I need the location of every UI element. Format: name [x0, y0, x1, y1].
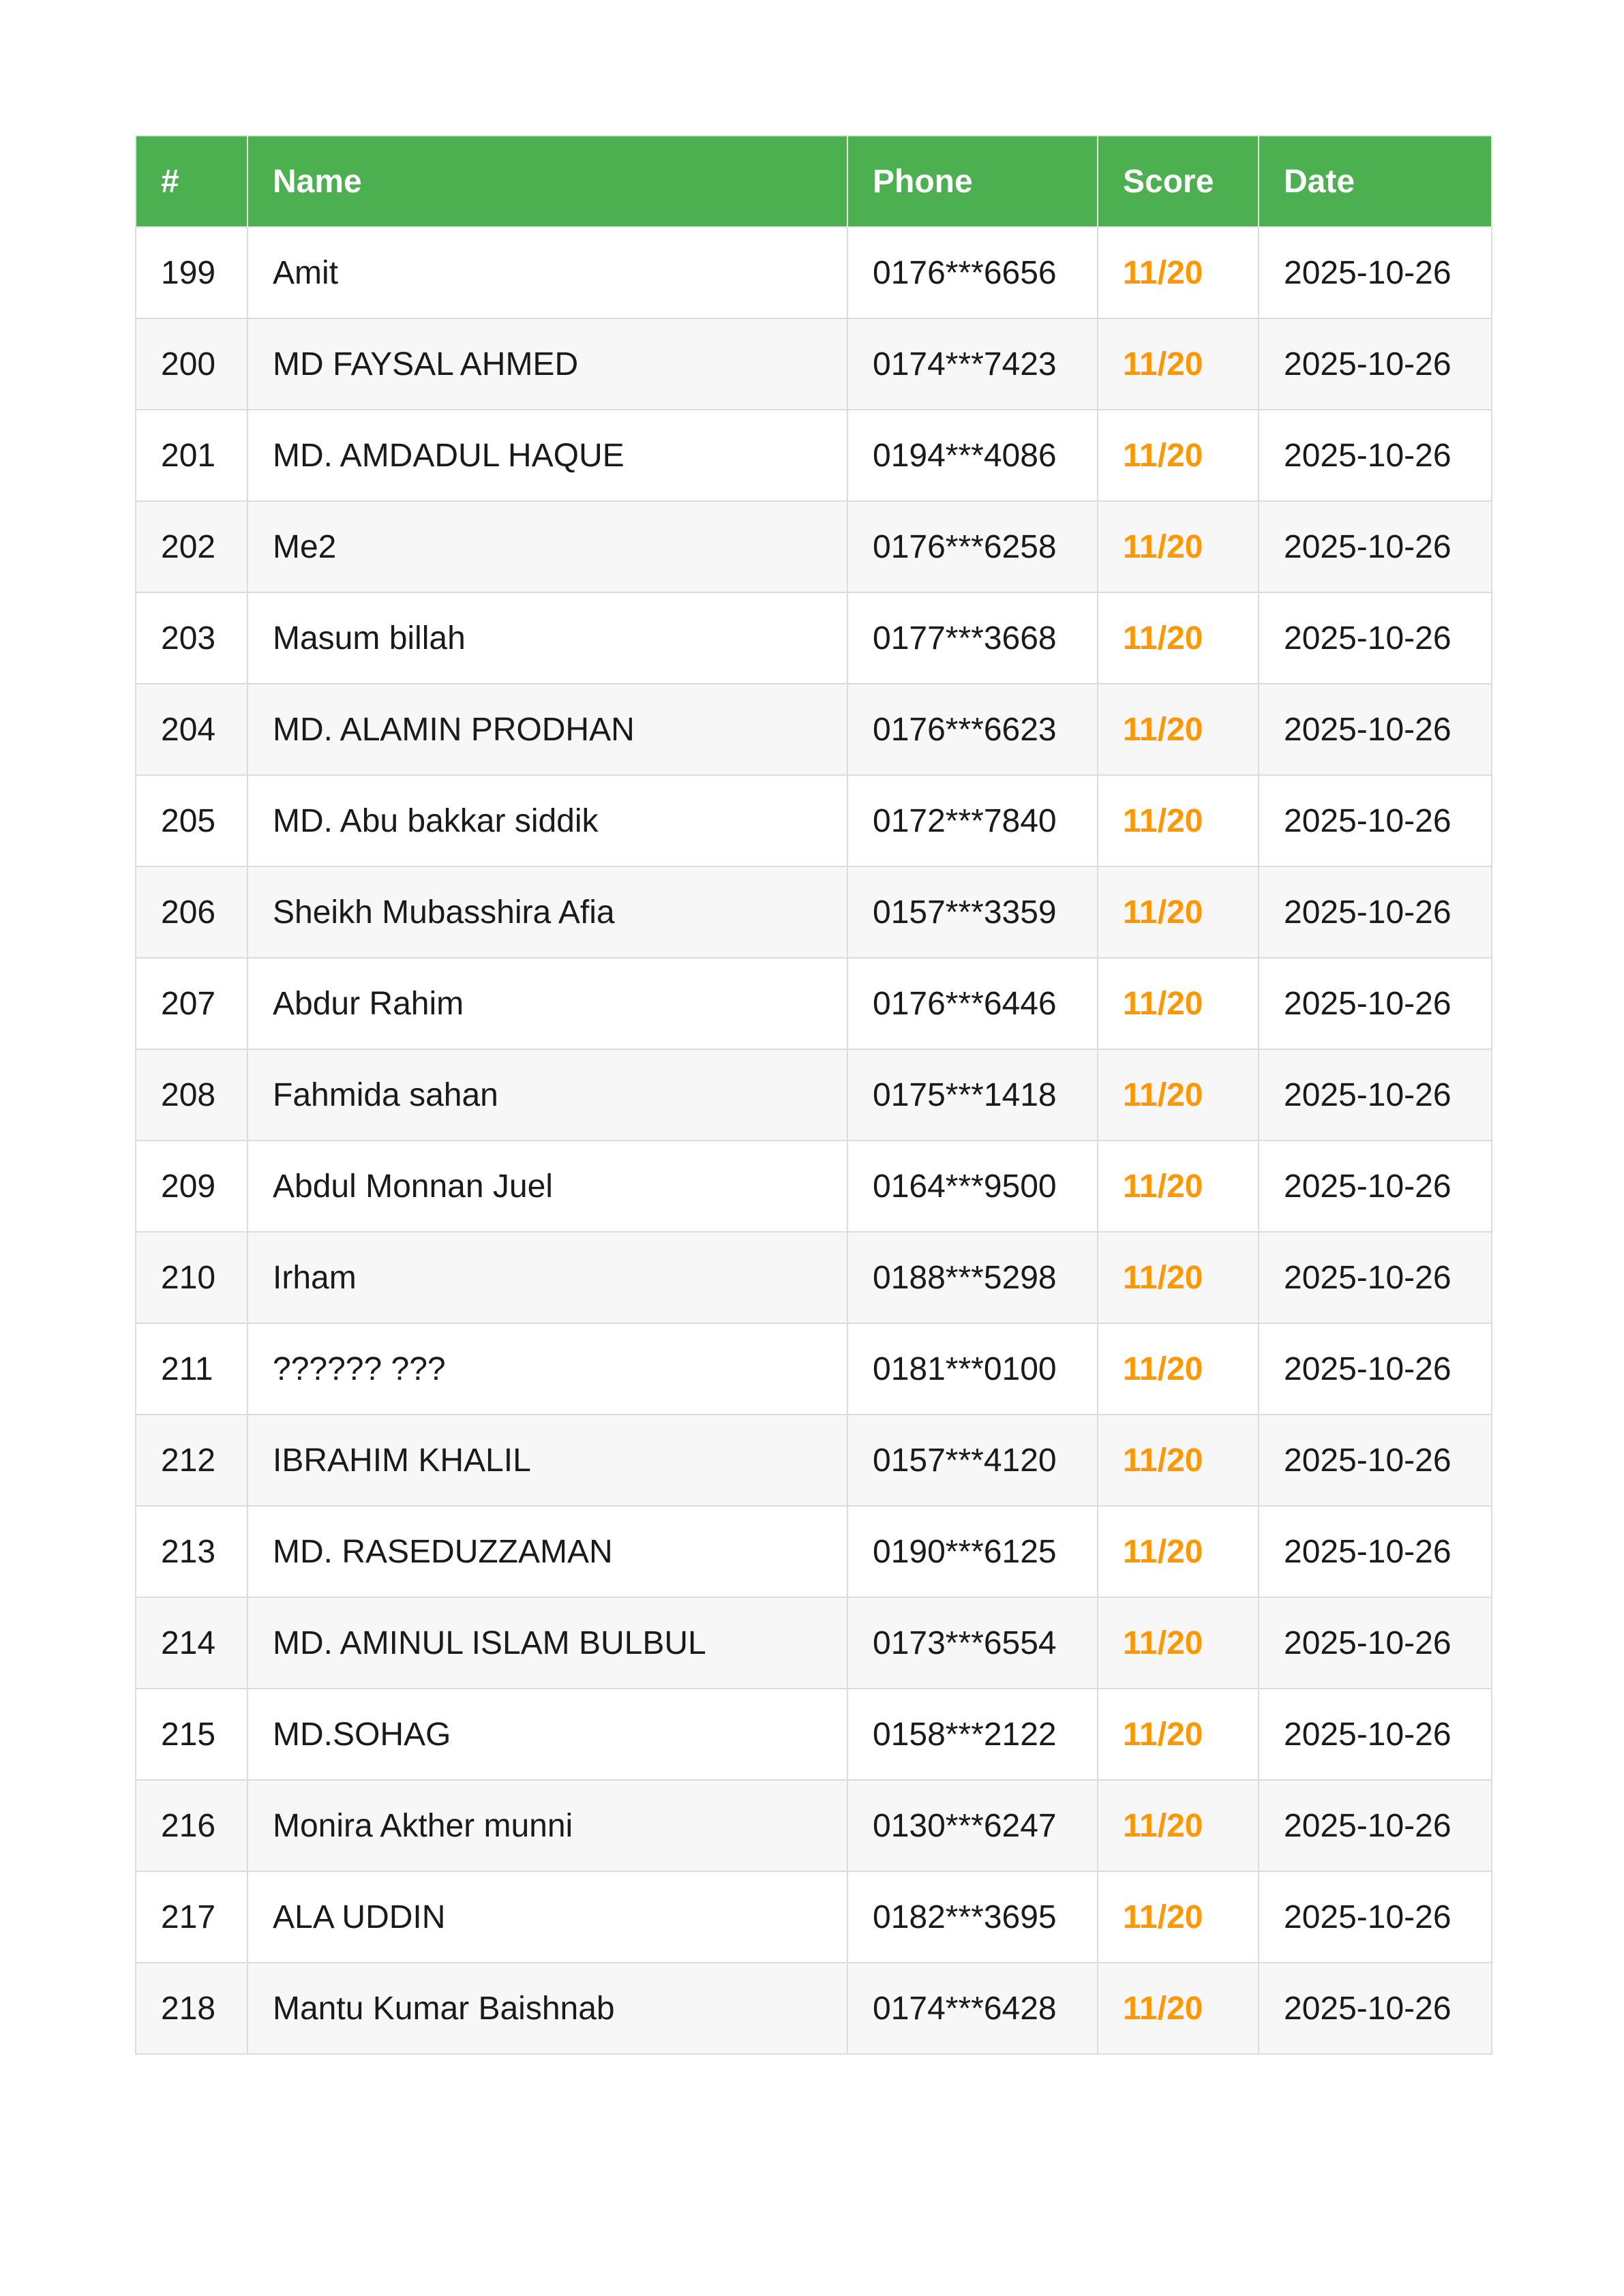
- cell-name: Amit: [247, 227, 847, 318]
- cell-number: 212: [136, 1415, 247, 1506]
- cell-number: 204: [136, 684, 247, 775]
- cell-number: 200: [136, 318, 247, 410]
- cell-phone: 0174***7423: [847, 318, 1098, 410]
- cell-name: Abdul Monnan Juel: [247, 1141, 847, 1232]
- cell-number: 209: [136, 1141, 247, 1232]
- cell-date: 2025-10-26: [1259, 410, 1492, 501]
- cell-score: 11/20: [1098, 410, 1259, 501]
- cell-name: IBRAHIM KHALIL: [247, 1415, 847, 1506]
- cell-score: 11/20: [1098, 1780, 1259, 1871]
- cell-date: 2025-10-26: [1259, 1871, 1492, 1963]
- table-row: [136, 1597, 1492, 1689]
- cell-number: 211: [136, 1323, 247, 1415]
- cell-phone: 0157***4120: [847, 1415, 1098, 1506]
- cell-score: 11/20: [1098, 1963, 1259, 2054]
- header-row: [136, 136, 1492, 227]
- cell-score: 11/20: [1098, 1049, 1259, 1141]
- cell-phone: 0172***7840: [847, 775, 1098, 866]
- cell-score: 11/20: [1098, 866, 1259, 958]
- cell-number: 207: [136, 958, 247, 1049]
- cell-phone: 0175***1418: [847, 1049, 1098, 1141]
- cell-name: MD.SOHAG: [247, 1689, 847, 1780]
- cell-name: Me2: [247, 501, 847, 592]
- cell-phone: 0158***2122: [847, 1689, 1098, 1780]
- cell-number: 217: [136, 1871, 247, 1963]
- cell-phone: 0176***6446: [847, 958, 1098, 1049]
- cell-phone: 0164***9500: [847, 1141, 1098, 1232]
- cell-date: 2025-10-26: [1259, 866, 1492, 958]
- table-row: [136, 958, 1492, 1049]
- cell-phone: 0176***6623: [847, 684, 1098, 775]
- cell-date: 2025-10-26: [1259, 684, 1492, 775]
- cell-score: 11/20: [1098, 1597, 1259, 1689]
- cell-phone: 0177***3668: [847, 592, 1098, 684]
- cell-name: MD. AMDADUL HAQUE: [247, 410, 847, 501]
- cell-date: 2025-10-26: [1259, 1415, 1492, 1506]
- cell-date: 2025-10-26: [1259, 1141, 1492, 1232]
- cell-date: 2025-10-26: [1259, 318, 1492, 410]
- table-row: [136, 684, 1492, 775]
- cell-name: MD FAYSAL AHMED: [247, 318, 847, 410]
- cell-phone: 0190***6125: [847, 1506, 1098, 1597]
- cell-number: 208: [136, 1049, 247, 1141]
- table-row: [136, 1506, 1492, 1597]
- cell-phone: 0176***6656: [847, 227, 1098, 318]
- header-number: #: [136, 136, 247, 227]
- cell-phone: 0157***3359: [847, 866, 1098, 958]
- cell-score: 11/20: [1098, 1871, 1259, 1963]
- cell-number: 216: [136, 1780, 247, 1871]
- cell-date: 2025-10-26: [1259, 592, 1492, 684]
- cell-name: MD. Abu bakkar siddik: [247, 775, 847, 866]
- cell-name: Abdur Rahim: [247, 958, 847, 1049]
- cell-phone: 0181***0100: [847, 1323, 1098, 1415]
- cell-name: MD. ALAMIN PRODHAN: [247, 684, 847, 775]
- cell-score: 11/20: [1098, 501, 1259, 592]
- cell-name: ALA UDDIN: [247, 1871, 847, 1963]
- cell-name: Irham: [247, 1232, 847, 1323]
- cell-phone: 0130***6247: [847, 1780, 1098, 1871]
- cell-number: 214: [136, 1597, 247, 1689]
- cell-number: 205: [136, 775, 247, 866]
- table-header: [136, 136, 1492, 227]
- table-row: [136, 1780, 1492, 1871]
- cell-name: Sheikh Mubasshira Afia: [247, 866, 847, 958]
- table-row: [136, 501, 1492, 592]
- cell-date: 2025-10-26: [1259, 1049, 1492, 1141]
- cell-date: 2025-10-26: [1259, 1689, 1492, 1780]
- cell-date: 2025-10-26: [1259, 775, 1492, 866]
- cell-score: 11/20: [1098, 1689, 1259, 1780]
- cell-name: Mantu Kumar Baishnab: [247, 1963, 847, 2054]
- table-row: [136, 866, 1492, 958]
- cell-number: 206: [136, 866, 247, 958]
- cell-date: 2025-10-26: [1259, 1597, 1492, 1689]
- cell-name: MD. RASEDUZZAMAN: [247, 1506, 847, 1597]
- cell-score: 11/20: [1098, 318, 1259, 410]
- cell-date: 2025-10-26: [1259, 1506, 1492, 1597]
- header-date: Date: [1259, 136, 1492, 227]
- cell-date: 2025-10-26: [1259, 1323, 1492, 1415]
- cell-phone: 0188***5298: [847, 1232, 1098, 1323]
- cell-phone: 0182***3695: [847, 1871, 1098, 1963]
- cell-number: 203: [136, 592, 247, 684]
- cell-score: 11/20: [1098, 592, 1259, 684]
- table-row: [136, 410, 1492, 501]
- cell-date: 2025-10-26: [1259, 958, 1492, 1049]
- cell-phone: 0194***4086: [847, 410, 1098, 501]
- table-row: [136, 1415, 1492, 1506]
- cell-score: 11/20: [1098, 684, 1259, 775]
- cell-name: ?????? ???: [247, 1323, 847, 1415]
- table-row: [136, 1323, 1492, 1415]
- table-row: [136, 775, 1492, 866]
- table-row: [136, 1049, 1492, 1141]
- results-sheet: [135, 135, 1491, 2055]
- cell-name: MD. AMINUL ISLAM BULBUL: [247, 1597, 847, 1689]
- cell-score: 11/20: [1098, 1323, 1259, 1415]
- cell-score: 11/20: [1098, 227, 1259, 318]
- cell-number: 218: [136, 1963, 247, 2054]
- table-row: [136, 1689, 1492, 1780]
- cell-name: Masum billah: [247, 592, 847, 684]
- cell-score: 11/20: [1098, 775, 1259, 866]
- cell-date: 2025-10-26: [1259, 1963, 1492, 2054]
- cell-score: 11/20: [1098, 1141, 1259, 1232]
- cell-score: 11/20: [1098, 1415, 1259, 1506]
- cell-score: 11/20: [1098, 958, 1259, 1049]
- cell-date: 2025-10-26: [1259, 1780, 1492, 1871]
- cell-number: 213: [136, 1506, 247, 1597]
- header-score: Score: [1098, 136, 1259, 227]
- table-row: [136, 227, 1492, 318]
- cell-number: 199: [136, 227, 247, 318]
- cell-number: 201: [136, 410, 247, 501]
- results-table: [135, 135, 1492, 2055]
- table-row: [136, 1963, 1492, 2054]
- cell-phone: 0173***6554: [847, 1597, 1098, 1689]
- header-name: Name: [247, 136, 847, 227]
- cell-name: Fahmida sahan: [247, 1049, 847, 1141]
- cell-score: 11/20: [1098, 1232, 1259, 1323]
- cell-date: 2025-10-26: [1259, 501, 1492, 592]
- cell-number: 210: [136, 1232, 247, 1323]
- cell-phone: 0174***6428: [847, 1963, 1098, 2054]
- cell-name: Monira Akther munni: [247, 1780, 847, 1871]
- cell-score: 11/20: [1098, 1506, 1259, 1597]
- cell-number: 215: [136, 1689, 247, 1780]
- cell-date: 2025-10-26: [1259, 1232, 1492, 1323]
- table-row: [136, 1232, 1492, 1323]
- cell-date: 2025-10-26: [1259, 227, 1492, 318]
- table-row: [136, 1871, 1492, 1963]
- table-body: [136, 227, 1492, 2054]
- cell-phone: 0176***6258: [847, 501, 1098, 592]
- table-row: [136, 1141, 1492, 1232]
- header-phone: Phone: [847, 136, 1098, 227]
- table-row: [136, 592, 1492, 684]
- table-row: [136, 318, 1492, 410]
- cell-number: 202: [136, 501, 247, 592]
